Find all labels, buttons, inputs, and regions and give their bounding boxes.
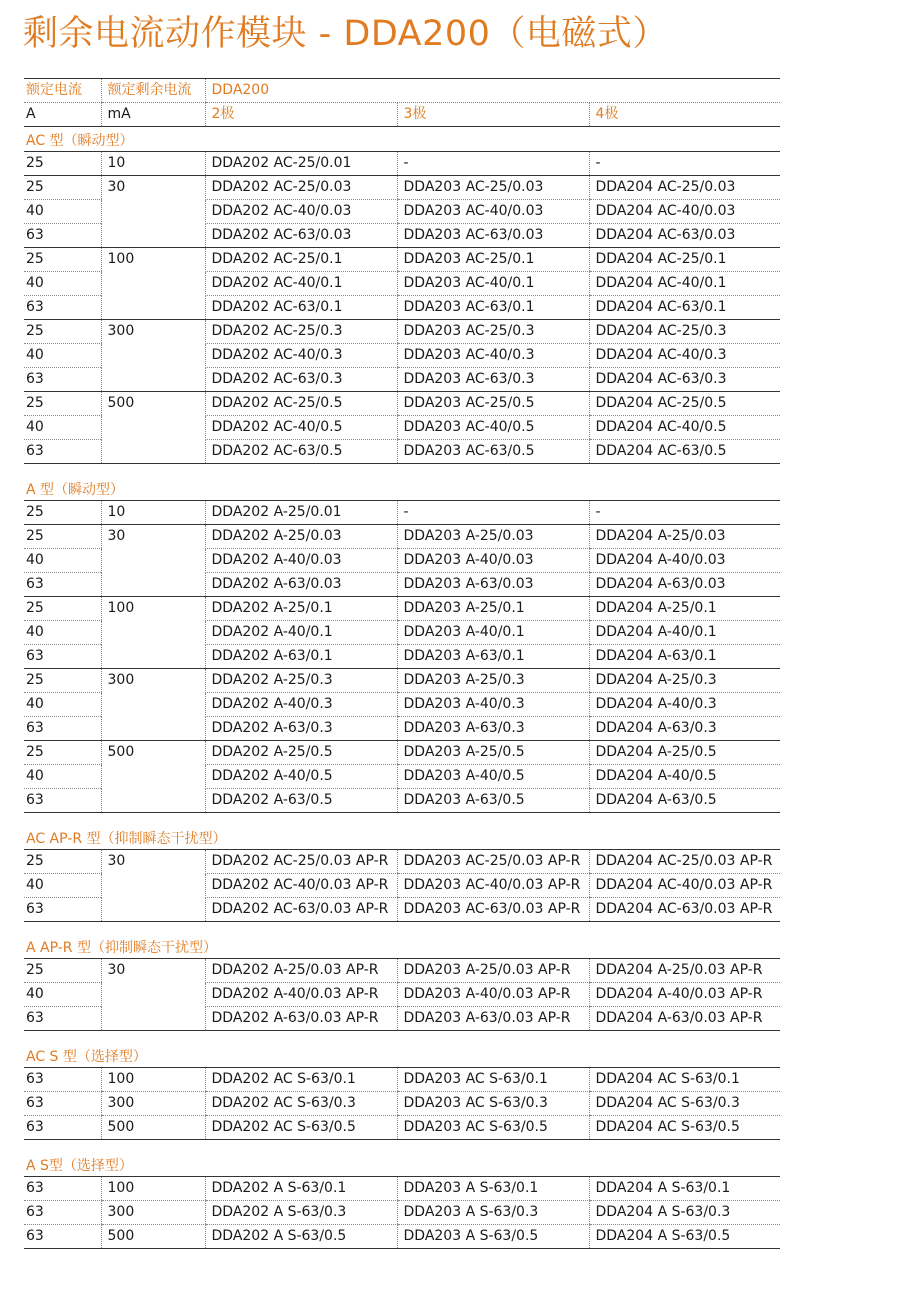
rated-current-cell: 40 xyxy=(24,200,101,224)
model-cell: DDA204 A-63/0.03 AP-R xyxy=(589,1007,780,1031)
rated-current-cell: 63 xyxy=(24,368,101,392)
section-title: AC AP-R 型（抑制瞬态干扰型） xyxy=(26,831,227,847)
table-cell: 500 xyxy=(101,1225,205,1249)
rated-current-cell: 40 xyxy=(24,549,101,573)
model-cell: DDA204 A-25/0.5 xyxy=(589,741,780,765)
residual-current-cell: 30 xyxy=(101,959,205,1031)
model-cell: - xyxy=(589,152,780,176)
table-cell: 300 xyxy=(101,1201,205,1225)
model-cell: DDA203 AC-63/0.03 xyxy=(397,224,589,248)
model-cell: DDA203 A-63/0.03 xyxy=(397,573,589,597)
header-unit-ma: mA xyxy=(101,103,205,127)
model-cell: DDA204 AC-25/0.1 xyxy=(589,248,780,272)
header-row-1 xyxy=(24,79,780,103)
rated-current-cell: 25 xyxy=(24,392,101,416)
model-cell: DDA202 A-40/0.03 xyxy=(205,549,397,573)
rated-current-cell: 40 xyxy=(24,765,101,789)
model-cell: DDA203 AC-25/0.03 xyxy=(397,176,589,200)
model-cell: DDA203 A-25/0.5 xyxy=(397,741,589,765)
model-cell: DDA203 AC-25/0.3 xyxy=(397,320,589,344)
table-row xyxy=(24,392,780,416)
product-table-wrap xyxy=(24,78,780,1249)
table-cell: DDA204 AC S-63/0.3 xyxy=(589,1092,780,1116)
rated-current-cell: 63 xyxy=(24,224,101,248)
rated-current-cell: 40 xyxy=(24,344,101,368)
header-row-2 xyxy=(24,103,780,127)
residual-current-cell: 10 xyxy=(101,152,205,176)
model-cell: DDA202 A-25/0.5 xyxy=(205,741,397,765)
table-row xyxy=(24,1116,780,1140)
model-cell: DDA204 A-40/0.5 xyxy=(589,765,780,789)
rated-current-cell: 25 xyxy=(24,501,101,525)
table-cell: 100 xyxy=(101,1177,205,1201)
model-cell: DDA202 AC-63/0.03 AP-R xyxy=(205,898,397,922)
rated-current-cell: 25 xyxy=(24,959,101,983)
table-cell: DDA203 A S-63/0.3 xyxy=(397,1201,589,1225)
table-cell: DDA202 A S-63/0.5 xyxy=(205,1225,397,1249)
residual-current-cell: 300 xyxy=(101,669,205,741)
rated-current-cell: 63 xyxy=(24,789,101,813)
model-cell: DDA203 A-25/0.03 xyxy=(397,525,589,549)
model-cell: DDA204 A-40/0.3 xyxy=(589,693,780,717)
table-row xyxy=(24,959,780,983)
model-cell: DDA202 A-40/0.1 xyxy=(205,621,397,645)
residual-current-cell: 100 xyxy=(101,597,205,669)
model-cell: DDA203 AC-25/0.03 AP-R xyxy=(397,850,589,874)
model-cell: DDA202 AC-63/0.5 xyxy=(205,440,397,464)
rated-current-cell: 63 xyxy=(24,573,101,597)
model-cell: DDA203 A-63/0.5 xyxy=(397,789,589,813)
table-cell: 63 xyxy=(24,1225,101,1249)
model-cell: DDA204 A-25/0.1 xyxy=(589,597,780,621)
model-cell: DDA202 AC-25/0.03 AP-R xyxy=(205,850,397,874)
model-cell: DDA203 A-25/0.03 AP-R xyxy=(397,959,589,983)
table-cell: 500 xyxy=(101,1116,205,1140)
model-cell: DDA202 AC-40/0.1 xyxy=(205,272,397,296)
table-cell: 63 xyxy=(24,1116,101,1140)
rated-current-cell: 25 xyxy=(24,597,101,621)
model-cell: DDA204 A-63/0.3 xyxy=(589,717,780,741)
residual-current-cell: 500 xyxy=(101,741,205,813)
model-cell: DDA204 AC-63/0.3 xyxy=(589,368,780,392)
section-header xyxy=(24,1031,780,1068)
residual-current-cell: 30 xyxy=(101,850,205,922)
model-cell: DDA203 AC-25/0.5 xyxy=(397,392,589,416)
model-cell: DDA203 A-63/0.03 AP-R xyxy=(397,1007,589,1031)
table-row xyxy=(24,1225,780,1249)
model-cell: DDA202 A-25/0.01 xyxy=(205,501,397,525)
model-cell: DDA203 A-40/0.03 AP-R xyxy=(397,983,589,1007)
section-title: A S型（选择型） xyxy=(26,1158,133,1174)
rated-current-cell: 63 xyxy=(24,898,101,922)
table-row xyxy=(24,1068,780,1092)
rated-current-cell: 63 xyxy=(24,645,101,669)
product-table xyxy=(24,78,780,1249)
model-cell: DDA202 A-25/0.1 xyxy=(205,597,397,621)
table-row xyxy=(24,152,780,176)
header-rated-current: 额定电流 xyxy=(24,79,101,103)
section-header xyxy=(24,922,780,959)
residual-current-cell: 30 xyxy=(101,525,205,597)
model-cell: DDA204 AC-25/0.03 AP-R xyxy=(589,850,780,874)
model-cell: DDA204 AC-40/0.3 xyxy=(589,344,780,368)
model-cell: DDA203 AC-25/0.1 xyxy=(397,248,589,272)
rated-current-cell: 40 xyxy=(24,874,101,898)
rated-current-cell: 25 xyxy=(24,741,101,765)
section-title: A AP-R 型（抑制瞬态干扰型） xyxy=(26,940,217,956)
table-cell: 63 xyxy=(24,1201,101,1225)
model-cell: DDA202 AC-25/0.1 xyxy=(205,248,397,272)
model-cell: DDA204 A-40/0.03 AP-R xyxy=(589,983,780,1007)
model-cell: DDA203 AC-40/0.5 xyxy=(397,416,589,440)
model-cell: DDA202 A-25/0.03 xyxy=(205,525,397,549)
model-cell: DDA203 A-40/0.3 xyxy=(397,693,589,717)
table-row xyxy=(24,320,780,344)
model-cell: DDA204 A-40/0.03 xyxy=(589,549,780,573)
rated-current-cell: 63 xyxy=(24,717,101,741)
model-cell: DDA202 AC-40/0.03 AP-R xyxy=(205,874,397,898)
table-cell: DDA204 AC S-63/0.1 xyxy=(589,1068,780,1092)
page-title: 剩余电流动作模块 - DDA200（电磁式） xyxy=(23,14,668,54)
rated-current-cell: 25 xyxy=(24,669,101,693)
table-row xyxy=(24,1092,780,1116)
table-cell: DDA203 AC S-63/0.5 xyxy=(397,1116,589,1140)
header-residual-current: 额定剩余电流 xyxy=(101,79,205,103)
model-cell: DDA202 AC-63/0.1 xyxy=(205,296,397,320)
rated-current-cell: 40 xyxy=(24,983,101,1007)
model-cell: DDA203 A-40/0.03 xyxy=(397,549,589,573)
model-cell: DDA202 AC-25/0.03 xyxy=(205,176,397,200)
table-row xyxy=(24,1177,780,1201)
model-cell: DDA204 A-25/0.3 xyxy=(589,669,780,693)
table-cell: 63 xyxy=(24,1177,101,1201)
model-cell: DDA204 AC-25/0.5 xyxy=(589,392,780,416)
header-unit-a: A xyxy=(24,103,101,127)
model-cell: DDA202 AC-63/0.03 xyxy=(205,224,397,248)
header-product: DDA200 xyxy=(205,79,780,103)
model-cell: DDA202 A-40/0.5 xyxy=(205,765,397,789)
model-cell: DDA204 A-40/0.1 xyxy=(589,621,780,645)
residual-current-cell: 500 xyxy=(101,392,205,464)
section-header xyxy=(24,1140,780,1177)
model-cell: DDA204 A-25/0.03 AP-R xyxy=(589,959,780,983)
model-cell: DDA203 A-63/0.3 xyxy=(397,717,589,741)
model-cell: DDA204 A-63/0.5 xyxy=(589,789,780,813)
model-cell: DDA202 A-40/0.3 xyxy=(205,693,397,717)
table-cell: DDA203 AC S-63/0.1 xyxy=(397,1068,589,1092)
table-cell: DDA202 A S-63/0.1 xyxy=(205,1177,397,1201)
model-cell: DDA203 A-40/0.5 xyxy=(397,765,589,789)
model-cell: DDA203 A-25/0.3 xyxy=(397,669,589,693)
model-cell: DDA203 AC-63/0.3 xyxy=(397,368,589,392)
table-row xyxy=(24,850,780,874)
model-cell: DDA204 AC-40/0.1 xyxy=(589,272,780,296)
product-table-body xyxy=(24,127,780,1249)
table-cell: DDA203 A S-63/0.1 xyxy=(397,1177,589,1201)
model-cell: DDA202 A-63/0.1 xyxy=(205,645,397,669)
model-cell: DDA203 A-25/0.1 xyxy=(397,597,589,621)
model-cell: DDA203 AC-40/0.03 xyxy=(397,200,589,224)
table-row xyxy=(24,176,780,200)
section-header xyxy=(24,127,780,152)
table-row xyxy=(24,741,780,765)
model-cell: - xyxy=(397,501,589,525)
model-cell: DDA202 A-63/0.5 xyxy=(205,789,397,813)
model-cell: DDA203 AC-63/0.5 xyxy=(397,440,589,464)
model-cell: DDA204 AC-63/0.03 xyxy=(589,224,780,248)
rated-current-cell: 63 xyxy=(24,296,101,320)
table-cell: DDA202 AC S-63/0.3 xyxy=(205,1092,397,1116)
table-row xyxy=(24,501,780,525)
table-cell: DDA202 AC S-63/0.5 xyxy=(205,1116,397,1140)
rated-current-cell: 40 xyxy=(24,416,101,440)
model-cell: DDA204 AC-25/0.3 xyxy=(589,320,780,344)
residual-current-cell: 300 xyxy=(101,320,205,392)
model-cell: DDA203 A-40/0.1 xyxy=(397,621,589,645)
model-cell: - xyxy=(397,152,589,176)
section-title: AC S 型（选择型） xyxy=(26,1049,147,1065)
table-cell: DDA204 A S-63/0.5 xyxy=(589,1225,780,1249)
rated-current-cell: 25 xyxy=(24,320,101,344)
header-pole-3: 3极 xyxy=(397,103,589,127)
rated-current-cell: 25 xyxy=(24,152,101,176)
rated-current-cell: 25 xyxy=(24,525,101,549)
rated-current-cell: 25 xyxy=(24,176,101,200)
model-cell: DDA202 A-63/0.03 xyxy=(205,573,397,597)
table-row xyxy=(24,1201,780,1225)
table-row xyxy=(24,669,780,693)
model-cell: DDA202 AC-40/0.03 xyxy=(205,200,397,224)
model-cell: DDA202 A-63/0.03 AP-R xyxy=(205,1007,397,1031)
model-cell: DDA203 AC-63/0.1 xyxy=(397,296,589,320)
section-title: A 型（瞬动型） xyxy=(26,482,125,498)
model-cell: DDA204 AC-40/0.5 xyxy=(589,416,780,440)
model-cell: DDA204 A-25/0.03 xyxy=(589,525,780,549)
model-cell: DDA203 AC-40/0.3 xyxy=(397,344,589,368)
header-pole-4: 4极 xyxy=(589,103,780,127)
model-cell: DDA202 A-63/0.3 xyxy=(205,717,397,741)
model-cell: DDA203 AC-40/0.1 xyxy=(397,272,589,296)
table-cell: DDA202 AC S-63/0.1 xyxy=(205,1068,397,1092)
model-cell: DDA202 AC-40/0.5 xyxy=(205,416,397,440)
model-cell: DDA203 A-63/0.1 xyxy=(397,645,589,669)
rated-current-cell: 40 xyxy=(24,621,101,645)
model-cell: DDA204 A-63/0.1 xyxy=(589,645,780,669)
model-cell: - xyxy=(589,501,780,525)
model-cell: DDA202 A-25/0.03 AP-R xyxy=(205,959,397,983)
rated-current-cell: 40 xyxy=(24,272,101,296)
residual-current-cell: 30 xyxy=(101,176,205,248)
table-row xyxy=(24,525,780,549)
residual-current-cell: 100 xyxy=(101,248,205,320)
table-cell: DDA202 A S-63/0.3 xyxy=(205,1201,397,1225)
rated-current-cell: 40 xyxy=(24,693,101,717)
rated-current-cell: 63 xyxy=(24,440,101,464)
table-cell: 63 xyxy=(24,1092,101,1116)
table-cell: DDA204 AC S-63/0.5 xyxy=(589,1116,780,1140)
table-cell: DDA204 A S-63/0.1 xyxy=(589,1177,780,1201)
table-cell: 63 xyxy=(24,1068,101,1092)
rated-current-cell: 25 xyxy=(24,850,101,874)
table-cell: DDA203 A S-63/0.5 xyxy=(397,1225,589,1249)
model-cell: DDA202 AC-25/0.5 xyxy=(205,392,397,416)
model-cell: DDA202 A-25/0.3 xyxy=(205,669,397,693)
table-row xyxy=(24,248,780,272)
model-cell: DDA203 AC-40/0.03 AP-R xyxy=(397,874,589,898)
model-cell: DDA202 A-40/0.03 AP-R xyxy=(205,983,397,1007)
section-header xyxy=(24,813,780,850)
section-header xyxy=(24,464,780,501)
model-cell: DDA204 A-63/0.03 xyxy=(589,573,780,597)
model-cell: DDA202 AC-63/0.3 xyxy=(205,368,397,392)
table-row xyxy=(24,597,780,621)
model-cell: DDA204 AC-63/0.5 xyxy=(589,440,780,464)
model-cell: DDA204 AC-63/0.03 AP-R xyxy=(589,898,780,922)
rated-current-cell: 63 xyxy=(24,1007,101,1031)
model-cell: DDA204 AC-40/0.03 AP-R xyxy=(589,874,780,898)
model-cell: DDA204 AC-63/0.1 xyxy=(589,296,780,320)
model-cell: DDA202 AC-40/0.3 xyxy=(205,344,397,368)
model-cell: DDA203 AC-63/0.03 AP-R xyxy=(397,898,589,922)
rated-current-cell: 25 xyxy=(24,248,101,272)
model-cell: DDA204 AC-25/0.03 xyxy=(589,176,780,200)
section-title: AC 型（瞬动型） xyxy=(26,133,134,149)
header-pole-2: 2极 xyxy=(205,103,397,127)
table-cell: 300 xyxy=(101,1092,205,1116)
model-cell: DDA202 AC-25/0.3 xyxy=(205,320,397,344)
residual-current-cell: 10 xyxy=(101,501,205,525)
table-cell: 100 xyxy=(101,1068,205,1092)
table-cell: DDA203 AC S-63/0.3 xyxy=(397,1092,589,1116)
model-cell: DDA202 AC-25/0.01 xyxy=(205,152,397,176)
table-cell: DDA204 A S-63/0.3 xyxy=(589,1201,780,1225)
model-cell: DDA204 AC-40/0.03 xyxy=(589,200,780,224)
